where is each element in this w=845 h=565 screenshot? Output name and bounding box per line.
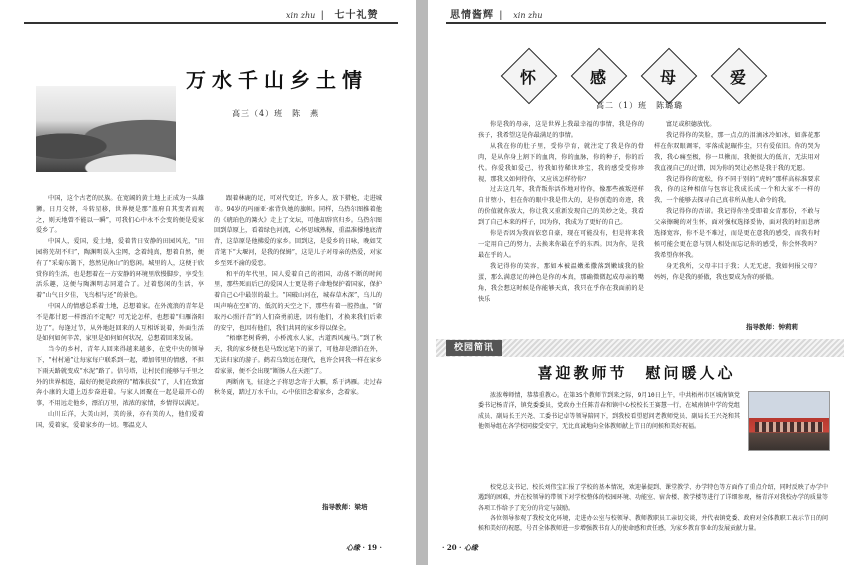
section-tag: 校园简讯 [446,340,502,356]
paragraph: 中国，这个古老的民族。在宽阔的黄土地上正成为一头雄狮。日月交替，斗转星移，世界便是那“盖府自其变者而观之，则天地曾不能以一瞬”，可我们心中永不会变的便是爱家爱乡了。 [36,195,204,235]
footer-mark: 心缘 [346,543,360,552]
header-rule [446,22,826,24]
paragraph: 当今的乡村，青年人回来得越来越多，在党中央的领导下，“村村通”让每家每户联系到一起，增加邻里的情感，不担下雨天路就变成“水泥”路了。信号塔，让村民们能够与千里之外的世界相连，最好的便是政府的“精准扶贫”了，人们在致富奔小康的大道上迈步奋进着。与家人团聚在一起是最开心的事，不用远走他乡，漂泊万里，浓浓的家情，乡情得以满足。 [36,346,204,408]
column-title: 七十礼赞 [334,10,379,21]
page-footer [442,543,478,553]
title-char: 母 [659,68,676,87]
news-body-top [478,391,740,432]
advisor-credit: 指导教师：钟莉莉 [746,323,798,331]
footer-mark: 心缘 [463,543,478,552]
paragraph: 中国人的情感总系着土地，总想着家。在外流浪的青年是不是都甘愿一样漂泊不定呢？可无论怎样，也想着“归雁洛阳边了”。每逢过节，从外地赶回来的人互相诉说着，外面生活是如何如何辛苦，家里是如何如何状况，总想着回来发展。 [36,302,204,343]
paragraph: 我记得你的否诺。我记得你坐受即着女青那份，不敢与父亲擦碗的对生怀，面对强权选择妥协，面对我的时而悲痹选择宽容，你不是不难过，而是更在意我的感受，而我有时候可能会更在意与别人相处而忘记你的感受，你会怀我吗？我希望你怀我。 [654,208,820,259]
header-pinyin: xin zhu [286,11,316,20]
landscape-photo [36,86,176,172]
news-title: 喜迎教师节 慰问暖人心 [537,364,736,382]
right-page [428,0,845,565]
paragraph: 两断南飞，征途之子将思念寄于大雁，系于鸿雁。走过春秋冬夏，踏过万水千山，心中依旧念着家乡，念着家。 [214,378,382,397]
article-column-2 [214,194,382,399]
paragraph: 我记得你的笑脸，那一点点的泪滴冰冷如冰，如落花那样在你双眼调零，零落成泥碾作尘，只有爱依旧。你的哭为我，我心痛至极，你一旦揪而，我便很大的低言，无法用对我直视自己的过错，因为你的哭让必然是我于我的无愿。 [654,131,820,172]
paragraph: 你是我的母亲，这是世界上我最幸福的事情，我是你的孩子，我希望这是你最满足的事情。 [478,121,644,139]
article-column-1 [36,194,204,432]
article-byline: 高三（4）班 陈 燕 [232,109,320,118]
title-char: 爱 [729,68,746,87]
left-page [0,0,416,565]
header-pinyin: xin zhu [513,11,543,20]
left-running-header: xin zhu ▏ 七十礼赞 [286,10,379,21]
section-banner [436,339,844,357]
paragraph: 身无我所，父母丰目于我；人无无虑，我如何报父母？妈妈，你是我的骄傲，我也要成为你的骄傲。 [654,262,820,281]
article-title: 万水千山乡土情 [186,68,368,92]
paragraph: 校党总支书记、校长刘伟宝汇报了学校的基本情况，欢迎暴提到、课堂教学、办学特色等方面作了重点介绍，同时反映了办学中遇到的困难，并在校领导的带领下对学校整体的校园环境、功能室、宿舍楼、教学楼等进行了详细参观，杨青洋对我校办学的质量等各项工作给予了充分的肯定与鼓励。 [478,484,828,512]
paragraph: 我记得你的笑容，那如本被温嫩柔撒落到嫩域我的脸蛋，那么满意足的神色是你的本真，那确微微起成母亲的嘴角，我会想这时候是你能够天真，我只在乎你在我面前的是快乐 [478,262,644,303]
title-char: 怀 [519,68,536,87]
news-photo [748,391,830,451]
paragraph: 跟着林鹿的足，可对代变迁，许多人，放下猎枪，走进城市。94岁的玛丽亚·索背负她的旗帜。同样，乌热尔图推着他的《琥珀色的篝火》走上了文坛，可他却辞官归乡。乌热尔图回到草原上，看着绿色河流，心怀思城熟稼，重温准撑地底清背，这草原是他拂爱的家乡。回到这，是爱乡的日咏，晚如艾青笔下“大堰河，是我的保姆”，这是儿子对母亲的热爱，对家乡至死不渝的爱恋。 [214,195,382,267]
right-running-header: 思情酱辉 ▏ xin zhu [450,10,543,21]
title-char: 感 [589,68,606,87]
page-number: · 20 · [442,543,462,552]
header-rule [24,22,398,24]
paragraph: 各位领导参观了我校文化环境，走进办公室与校领导、教师教职员工亲切交谈，并代表镇党委、政府对全体教职工表示节日的问候和美好的祝愿，号召全体教师进一步增强教书育人的使命感和责任感，为家乡教育事业的发展贡献力量。 [478,514,828,533]
article-column-1 [478,120,644,305]
news-body-bottom [478,483,828,534]
paragraph: 我记得你的宽松，你不同于别的“虎妈”那样高标准要求我，你的这种相信与包容让我成长成一个和大家不一样的我，一个能够去探寻自己真非所从他人命令的我。 [654,175,820,205]
page-footer [346,543,382,553]
article-column-2 [654,120,820,284]
paragraph: 你是否因为我而依恋自豪，现在可能没有，但是将来我一定用自己的努力，去换来你最在乎的东西。因为你，是我最在乎的人。 [478,230,644,259]
paragraph: 富足或积德放忧。 [666,121,716,128]
article-byline: 高二（1）班 陈璐璐 [596,101,684,110]
advisor-credit: 指导教师：梁培 [322,503,368,511]
title-diamonds [504,52,774,100]
paragraph: 中国人，爱国，爱土地，爱着昔日安静的田园风光，“田园将芜胡不归”，陶渊明误入尘网，念着纯真，想着自然，便有了“采菊东篱下，悠然见南山”的悠闲。城里的人，这便于欣赏你的生活，也是想着在一方安静的环境里欣慢脚步，享受生活乐趣，这便与陶渊明志同道合了。过着悠闲的生活，享着“山气日夕佳，飞鸟相与还”的景色。 [36,238,204,300]
paragraph: 从我在你的肚子里，受你孕育，就注定了我是你的骨肉，是从你身上割下的血肉，你的血脉，你的种子，你的后代。你爱我如爱己，待我如待稀世珍宝，我的感受受你珍视，那我又如何待你，又应该怎样待你？ [478,142,644,183]
paragraph: “梧靡老树昏鸦，小桥流水人家，古道西风瘦马。”到了秋天，我的家乡便也是马致远笔下的景了，可他却是漂泊在外，无法归家的游子。鹤若乌致远在现代，也许会同我一样在家乡看家景，便不会出现“断肠人在天涯”了。 [214,335,382,375]
paragraph: 和平的年代里，国人爱着自己的祖国，动荡不断的时间里，那些死而后已的爱国人士更是将子命地保护着国家，保护着自己心中最崇的最土。“国破山河在，城春草木深”，乌儿的叫声响在空旷的、低沉的天空之下，那些有着一腔热血，“留取丹心照汗青”的人们奋勇前进，因有他们，才换来我们后辈的安宁，也因有他们，我们共同的家乡得以保全。 [214,270,382,332]
paragraph: 浓浓尊师情，恭恭重教心。在第35个教师节到来之际，9月10日上午，中共梧州市区城南镇党委书记杨青洋，镇党委委员，党政办主任陈青春和镇中心校校长王赛慧一行，在城南镇中学的党组成员、副局长王兴尧、工委书记卓等领导陪同下，到我校看望慰问老教师党员、副局长王兴尧和其他领导组在各学校同接受安宁，无比真诚地向全体教师献上节日的问候和美好祝福。 [478,392,740,430]
paragraph: 山川丘洋，大美山河，美的景，亦有美的人，他们爱着国，爱着家，爱着家乡的一切。鄂温克人 [36,410,204,429]
column-title: 思情酱辉 [450,10,494,21]
paragraph: 过去这几年，我背叛你活作地对待你，像那些被叛逆样自甘堕小，但在你的眼中我是伟大的，是你创造的奇迹，我的价值就你放大，你让我又重新发现自己的美妙之处，我看到了自己本来的样子，因为你，我成为了更好的自己。 [478,186,644,227]
page-number: · 19 · [362,543,382,552]
